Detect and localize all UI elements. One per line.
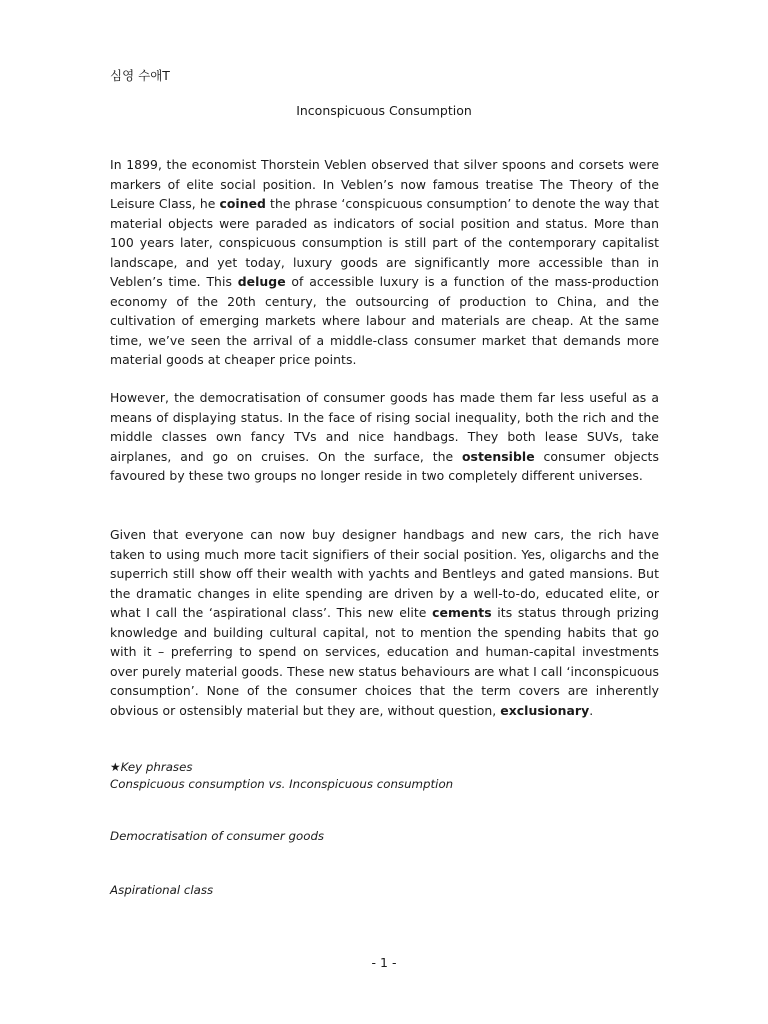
key-phrases-heading: ★Key phrases	[110, 760, 193, 774]
key-phrase-1: Conspicuous consumption vs. Inconspicuous consumption	[110, 777, 454, 791]
text-run: However, the democratisation of consumer goods has made them far less useful as a means of displaying status. In the face of rising social inequality, both the rich and the middle classes own fancy TVs and nice handbags. They both lease SUVs, take airplanes, and go on cruises. On the surface, the	[110, 390, 659, 464]
document-title: Inconspicuous Consumption	[296, 103, 472, 118]
text-run: of accessible luxury is a function of the mass-production economy of the 20th century, the outsourcing of production to China, and the cultivation of emerging markets where labour and materials are cheap. At the same time, we’ve seen the arrival of a middle-class consumer market that demands more material goods at cheaper price points.	[110, 274, 659, 367]
vocab-word: deluge	[237, 274, 286, 289]
vocab-word: exclusionary	[500, 702, 590, 718]
text-run: consumer objects favoured by these two groups no longer reside in two completely different universes.	[110, 448, 659, 483]
paragraph-1	[110, 155, 659, 370]
text-run: its status through prizing knowledge and building cultural capital, not to mention the spending habits that go with it – preferring to spend on services, education and human-capital investments over purely material goods. These new status behaviours are what I call ‘inconspicuous consumption’. None of the consumer choices that the term covers are inherently obvious or ostensibly material but they are, without question,	[110, 605, 660, 718]
paragraph-2	[110, 388, 659, 486]
paragraph-3	[110, 525, 659, 720]
vocab-word: coined	[219, 196, 266, 211]
key-phrase-2: Democratisation of consumer goods	[110, 829, 325, 843]
vocab-word: ostensible	[461, 448, 535, 464]
key-phrase-3: Aspirational class	[110, 883, 214, 897]
text-run: .	[589, 702, 594, 718]
page-number: - 1 -	[371, 955, 397, 970]
text-run: In 1899, the economist Thorstein Veblen observed that silver spoons and corsets were markers of elite social position. In Veblen’s now famous treatise The Theory of the Leisure Class, he	[110, 157, 659, 211]
text-run: the phrase ‘conspicuous consumption’ to denote the way that material objects were paraded as indicators of social position and status. More than 100 years later, conspicuous consumption is still part of the contemporary capitalist landscape, and yet today, luxury goods are significantly more accessible than in Veblen’s time. This	[110, 196, 659, 289]
text-run: Given that everyone can now buy designer handbags and new cars, the rich have taken to using much more tacit signifiers of their social position. Yes, oligarchs and the superrich still show off their wealth with yachts and Bentleys and gated mansions. But the dramatic changes in elite spending are driven by a well-to-do, educated elite, or what I call the ‘aspirational class’. This new elite	[110, 527, 659, 620]
author-header: 심영 수애T	[110, 68, 170, 83]
vocab-word: cements	[432, 605, 492, 620]
